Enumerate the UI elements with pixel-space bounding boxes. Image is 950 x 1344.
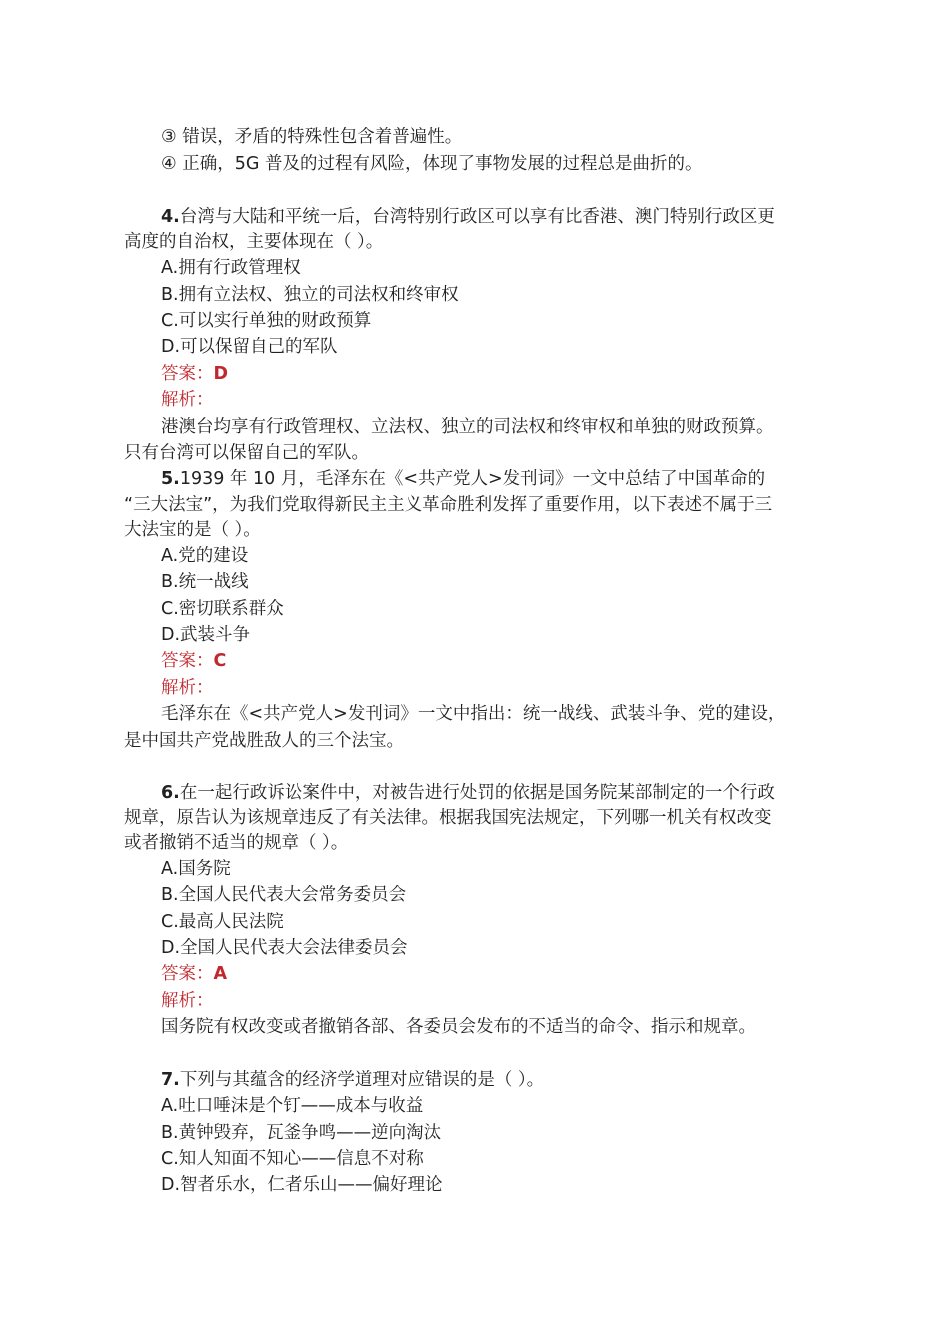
question-7-option-b: B.黄钟毁弃，瓦釜争鸣——逆向淘汰 — [161, 1123, 442, 1143]
question-5-analysis-label: 解析： — [161, 678, 214, 698]
question-4-option-d: D.可以保留自己的军队 — [161, 337, 338, 357]
question-6-analysis-label: 解析： — [161, 991, 214, 1011]
question-6-stem-cont-2: 或者撤销不适当的规章（ ）。 — [124, 833, 349, 853]
question-4-answer: 答案：D — [161, 364, 229, 384]
question-6-stem-cont: 规章，原告认为该规章违反了有关法律。根据我国宪法规定，下列哪一机关有权改变 — [124, 808, 772, 828]
question-7-stem: 7.下列与其蕴含的经济学道理对应错误的是（ ）。 — [161, 1070, 545, 1090]
question-number: 6. — [161, 783, 180, 803]
question-6-stem: 6.在一起行政诉讼案件中，对被告进行处罚的依据是国务院某部制定的一个行政 — [161, 783, 775, 803]
question-5-answer: 答案：C — [161, 651, 227, 671]
question-5-stem-cont-2: 大法宝的是（ ）。 — [124, 520, 261, 540]
question-4-analysis-label: 解析： — [161, 390, 214, 410]
question-7-option-d: D.智者乐水，仁者乐山——偏好理论 — [161, 1175, 443, 1195]
question-5-option-a: A.党的建设 — [161, 546, 249, 566]
question-5-option-d: D.武装斗争 — [161, 625, 251, 645]
question-4-option-b: B.拥有立法权、独立的司法权和终审权 — [161, 285, 459, 305]
question-6-analysis: 国务院有权改变或者撤销各部、各委员会发布的不适当的命令、指示和规章。 — [161, 1017, 756, 1037]
question-7-option-a: A.吐口唾沫是个钉——成本与收益 — [161, 1096, 424, 1116]
question-6-option-a: A.国务院 — [161, 859, 231, 879]
question-4-analysis-cont: 只有台湾可以保留自己的军队。 — [124, 443, 369, 463]
question-4-stem-cont: 高度的自治权，主要体现在（ ）。 — [124, 232, 384, 252]
question-number: 7. — [161, 1070, 180, 1090]
question-5-option-b: B.统一战线 — [161, 572, 249, 592]
question-5-stem: 5.1939 年 10 月，毛泽东在《<共产党人>发刊词》一文中总结了中国革命的 — [161, 469, 766, 489]
question-4-analysis: 港澳台均享有行政管理权、立法权、独立的司法权和终审权和单独的财政预算。 — [161, 417, 774, 437]
analysis-point-4: ④ 正确，5G 普及的过程有风险，体现了事物发展的过程总是曲折的。 — [161, 154, 703, 174]
question-4-option-a: A.拥有行政管理权 — [161, 258, 301, 278]
question-6-option-c: C.最高人民法院 — [161, 912, 284, 932]
question-4-option-c: C.可以实行单独的财政预算 — [161, 311, 372, 331]
question-6-option-b: B.全国人民代表大会常务委员会 — [161, 885, 407, 905]
question-number: 5. — [161, 469, 180, 489]
question-6-answer: 答案：A — [161, 964, 228, 984]
question-5-stem-cont: “三大法宝”，为我们党取得新民主主义革命胜利发挥了重要作用，以下表述不属于三 — [124, 495, 773, 515]
question-7-option-c: C.知人知面不知心——信息不对称 — [161, 1149, 424, 1169]
question-4-stem: 4.台湾与大陆和平统一后，台湾特别行政区可以享有比香港、澳门特别行政区更 — [161, 207, 775, 227]
question-6-option-d: D.全国人民代表大会法律委员会 — [161, 938, 408, 958]
question-5-analysis-cont: 是中国共产党战胜敌人的三个法宝。 — [124, 731, 404, 751]
analysis-point-3: ③ 错误，矛盾的特殊性包含着普遍性。 — [161, 127, 463, 147]
question-5-option-c: C.密切联系群众 — [161, 599, 284, 619]
question-5-analysis: 毛泽东在《<共产党人>发刊词》一文中指出：统一战线、武装斗争、党的建设， — [161, 704, 786, 724]
question-number: 4. — [161, 207, 180, 227]
